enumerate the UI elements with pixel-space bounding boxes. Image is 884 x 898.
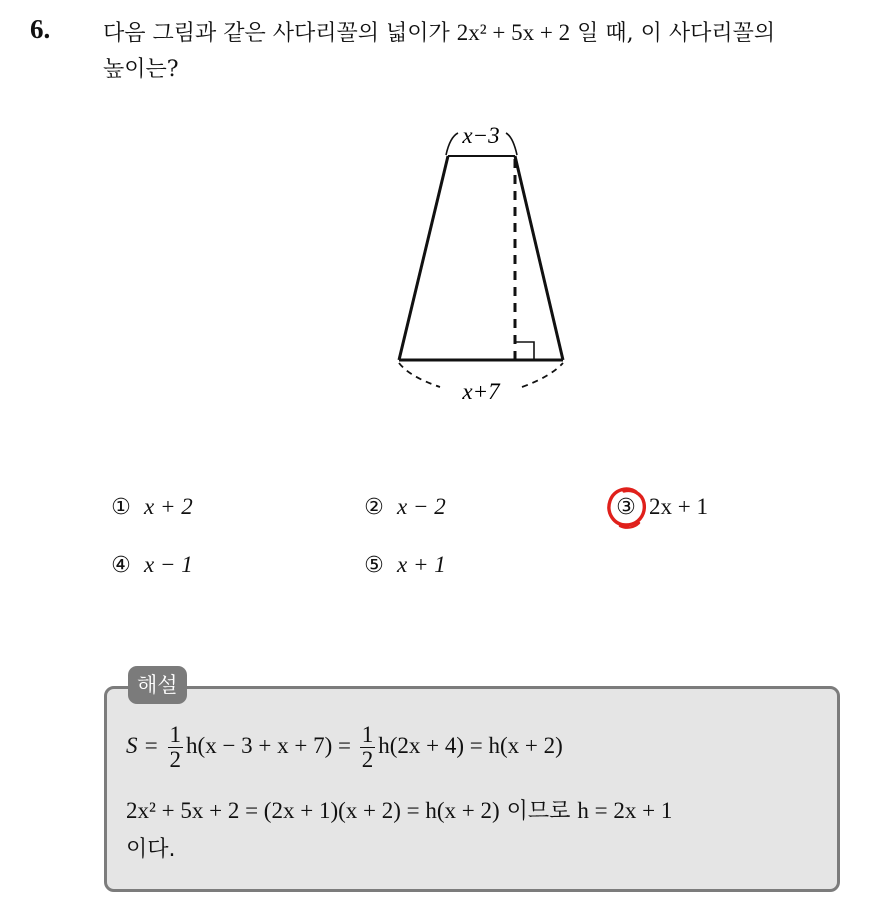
solution-line1-right: h(2x + 4) = h(x + 2) (378, 732, 563, 758)
choice-1-expr: x + 2 (144, 494, 193, 519)
solution-line1-mid: h(x − 3 + x + 7) = (186, 732, 357, 758)
question-text-part1: 다음 그림과 같은 사다리꼴의 넓이가 (103, 21, 457, 46)
trapezoid-left-side (399, 156, 448, 360)
bottom-base-label: x+7 (462, 379, 500, 404)
solution-box (104, 686, 840, 892)
choice-2[interactable] (361, 494, 446, 520)
fraction-numerator: 1 (169, 722, 182, 747)
choice-3-expr: 2x + 1 (649, 494, 708, 519)
solution-line2-math: 2x² + 5x + 2 = (2x + 1)(x + 2) = h(x + 2) (126, 798, 500, 823)
choice-1-mark: ① (111, 494, 131, 520)
choice-4-expr: x − 1 (144, 552, 193, 577)
choice-5-expr: x + 1 (397, 552, 446, 577)
choice-4-mark: ④ (111, 552, 131, 578)
answer-circle-mark (606, 485, 648, 529)
solution-line2-text: 이므로 (499, 799, 578, 824)
question-text-line2: 높이는? (103, 57, 179, 82)
solution-line2-result: h = 2x + 1 (577, 798, 673, 823)
choice-4[interactable] (108, 552, 193, 578)
question-number: 6. (30, 14, 51, 44)
question-text-part2: 일 때, 이 사다리꼴의 (570, 21, 776, 46)
choice-3-mark: ③ (616, 494, 636, 520)
trapezoid-right-side (515, 156, 563, 360)
solution-s: S = (126, 732, 165, 758)
choice-2-expr: x − 2 (397, 494, 446, 519)
fraction-denominator: 2 (169, 747, 182, 773)
solution-tag: 해설 (128, 666, 187, 704)
choice-1[interactable] (108, 494, 193, 520)
right-angle-mark (515, 342, 534, 360)
fraction-numerator: 1 (361, 722, 374, 747)
question-text (103, 15, 873, 88)
top-base-label: x−3 (462, 123, 500, 148)
solution-line-3: 이다. (126, 837, 176, 862)
choice-2-mark: ② (364, 494, 384, 520)
solution-line-2 (126, 794, 672, 825)
choice-5-mark: ⑤ (364, 552, 384, 578)
solution-line-1 (126, 723, 563, 772)
area-expression: 2x² + 5x + 2 (456, 20, 571, 45)
fraction-denominator: 2 (361, 747, 374, 773)
choice-5[interactable] (361, 552, 446, 578)
fraction-half-1 (168, 723, 184, 772)
fraction-half-2 (360, 723, 376, 772)
trapezoid-figure (380, 115, 580, 415)
